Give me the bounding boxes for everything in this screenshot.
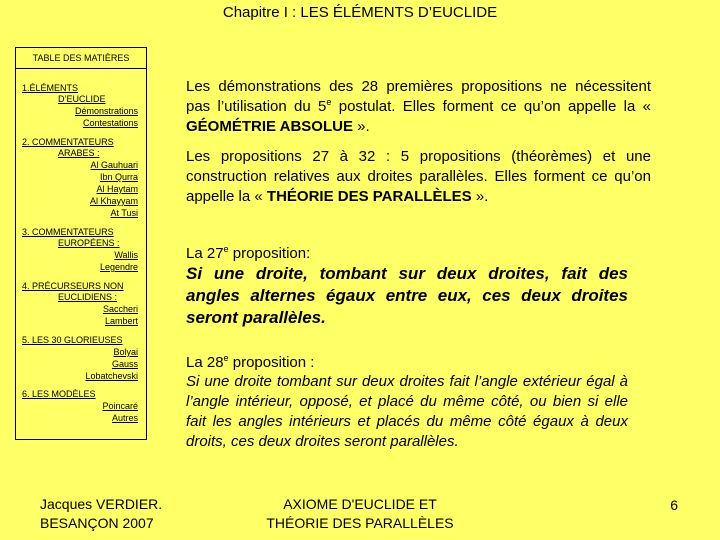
footer-subject — [230, 495, 490, 533]
page-number: 6 — [670, 497, 678, 513]
toc-link-bolyai[interactable]: Bolyai — [113, 347, 138, 357]
toc-link-elements[interactable]: 1.ÉLÉMENTS — [22, 83, 79, 93]
toc-link-al-haytam[interactable]: Al Haytam — [96, 184, 138, 194]
toc-link-al-khayyam[interactable]: Al Khayyam — [89, 196, 138, 206]
toc-link-lambert[interactable]: Lambert — [104, 316, 138, 326]
p1-text: Les démonstrations des 28 premières propositions ne nécessitent pas l’utilisation du 5 — [186, 78, 651, 115]
proposition-27-label: La 27e proposition: — [186, 244, 311, 262]
toc-link-arab-commentators-cont[interactable]: ARABES : — [58, 148, 100, 158]
footer-subject-line1: AXIOME D'EUCLIDE ET — [283, 496, 437, 512]
toc-link-models[interactable]: 6. LES MODÈLES — [22, 389, 96, 399]
toc-link-demonstrations[interactable]: Démonstrations — [74, 106, 138, 116]
toc-link-non-euclidean-precursors-cont[interactable]: EUCLIDIENS : — [58, 292, 118, 302]
toc-link-european-commentators-cont[interactable]: EUROPÉENS : — [58, 238, 120, 248]
footer-author-name: Jacques VERDIER. — [40, 496, 163, 512]
toc-link-wallis[interactable]: Wallis — [114, 250, 138, 260]
toc-link-glorious-30[interactable]: 5. LES 30 GLORIEUSES — [22, 335, 123, 345]
toc-link-lobatchevski[interactable]: Lobatchevski — [85, 371, 138, 381]
p1-superscript: e — [326, 97, 332, 107]
p1-end: ». — [352, 118, 370, 135]
toc-link-poincare[interactable]: Poincaré — [102, 401, 138, 411]
p1-text2: postulat. Elles forment ce qu’on appelle la « — [331, 98, 651, 115]
toc-link-al-gauhuari[interactable]: Al Gauhuari — [90, 160, 138, 170]
toc-link-arab-commentators[interactable]: 2. COMMENTATEURS — [22, 137, 114, 147]
p1-bold-term: GÉOMÉTRIE ABSOLUE — [186, 118, 353, 135]
toc-link-legendre[interactable]: Legendre — [99, 262, 138, 272]
toc-link-european-commentators[interactable]: 3. COMMENTATEURS — [22, 227, 114, 237]
footer-author-place: BESANÇON 2007 — [40, 515, 154, 531]
toc-link-elements-cont[interactable]: D’EUCLIDE — [58, 94, 106, 104]
paragraph-theory-of-parallels — [186, 147, 651, 207]
footer-author — [40, 495, 162, 533]
toc-link-non-euclidean-precursors[interactable]: 4. PRÉCURSEURS NON — [22, 281, 124, 291]
toc-link-contestations[interactable]: Contestations — [82, 118, 138, 128]
toc-link-ibn-qurra[interactable]: Ibn Qurra — [99, 172, 138, 182]
paragraph-absolute-geometry — [186, 77, 651, 137]
p2-text: Les propositions 27 à 32 : 5 propositions (théorèmes) et une construction relatives aux droites parallèles. Elles forment ce qu’on appelle la « — [186, 148, 651, 205]
slide-title: Chapitre I : LES ÉLÉMENTS D’EUCLIDE — [222, 4, 498, 21]
toc-link-others[interactable]: Autres — [111, 413, 138, 423]
p2-end: ». — [471, 188, 489, 205]
proposition-28-label: La 28e proposition : — [186, 353, 315, 371]
toc-link-saccheri[interactable]: Saccheri — [102, 304, 138, 314]
proposition-27-statement: Si une droite, tombant sur deux droites, fait des angles alternes égaux entre eux, ces deux droites seront parallèles. — [186, 264, 628, 327]
toc-heading: TABLE DES MATIÈRES — [16, 48, 146, 69]
table-of-contents — [15, 47, 147, 440]
proposition-28-statement: Si une droite tombant sur deux droites fait l’angle extérieur égal à l’angle intérieur, opposé, et placé du même côté, ou bien si elle fait les angles intérieurs et placés du même côté égaux à deux droits, ces deux droites seront parallèles. — [186, 373, 628, 450]
toc-link-gauss[interactable]: Gauss — [111, 359, 138, 369]
toc-link-at-tusi[interactable]: At Tusi — [110, 208, 138, 218]
p2-bold-term: THÉORIE DES PARALLÈLES — [266, 188, 472, 205]
footer-subject-line2: THÉORIE DES PARALLÈLES — [266, 515, 454, 531]
